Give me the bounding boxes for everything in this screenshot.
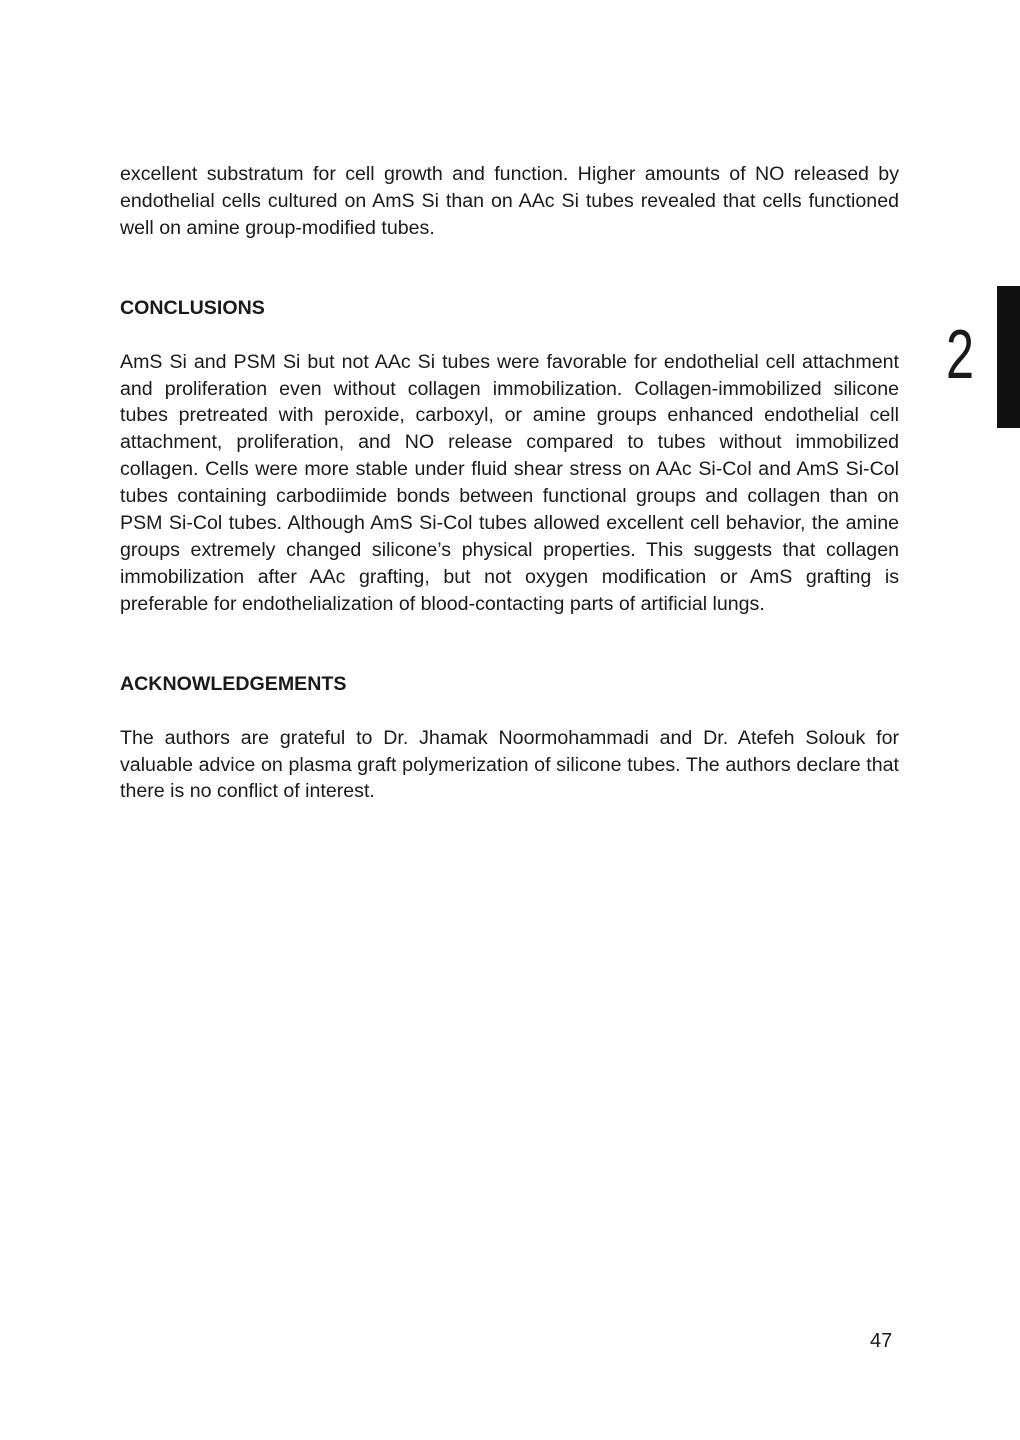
- acknowledgements-heading: ACKNOWLEDGEMENTS: [120, 672, 347, 695]
- chapter-number: 2: [946, 315, 975, 393]
- page-body: [120, 161, 899, 805]
- acknowledgements-paragraph: The authors are grateful to Dr. Jhamak Noormohammadi and Dr. Atefeh Solouk for valuable advice on plasma graft polymerization of silicone tubes. The authors declare that there is no conflict of interest.: [120, 726, 899, 803]
- chapter-tab-marker: [997, 286, 1020, 428]
- conclusions-heading: CONCLUSIONS: [120, 296, 265, 319]
- conclusions-paragraph: AmS Si and PSM Si but not AAc Si tubes were favorable for endothelial cell attachment and proliferation even without collagen immobilization. Collagen-immobilized silicone tubes pretreated with peroxide, carboxyl, or amine groups enhanced endothelial cell attachment, proliferation, and NO release compared to tubes without immobilized collagen. Cells were more stable under fluid shear stress on AAc Si-Col and AmS Si-Col tubes containing carbodiimide bonds between functional groups and collagen than on PSM Si-Col tubes. Although AmS Si-Col tubes allowed excellent cell behavior, the amine groups extremely changed silicone’s physical properties. This suggests that collagen immobilization after AAc grafting, but not oxygen modification or AmS grafting is preferable for endothelialization of blood-contacting parts of artificial lungs.: [120, 350, 899, 615]
- intro-paragraph: excellent substratum for cell growth and function. Higher amounts of NO released by endothelial cells cultured on AmS Si than on AAc Si tubes revealed that cells functioned well on amine group-modified tubes.: [120, 163, 899, 239]
- page-number: 47: [870, 1330, 893, 1352]
